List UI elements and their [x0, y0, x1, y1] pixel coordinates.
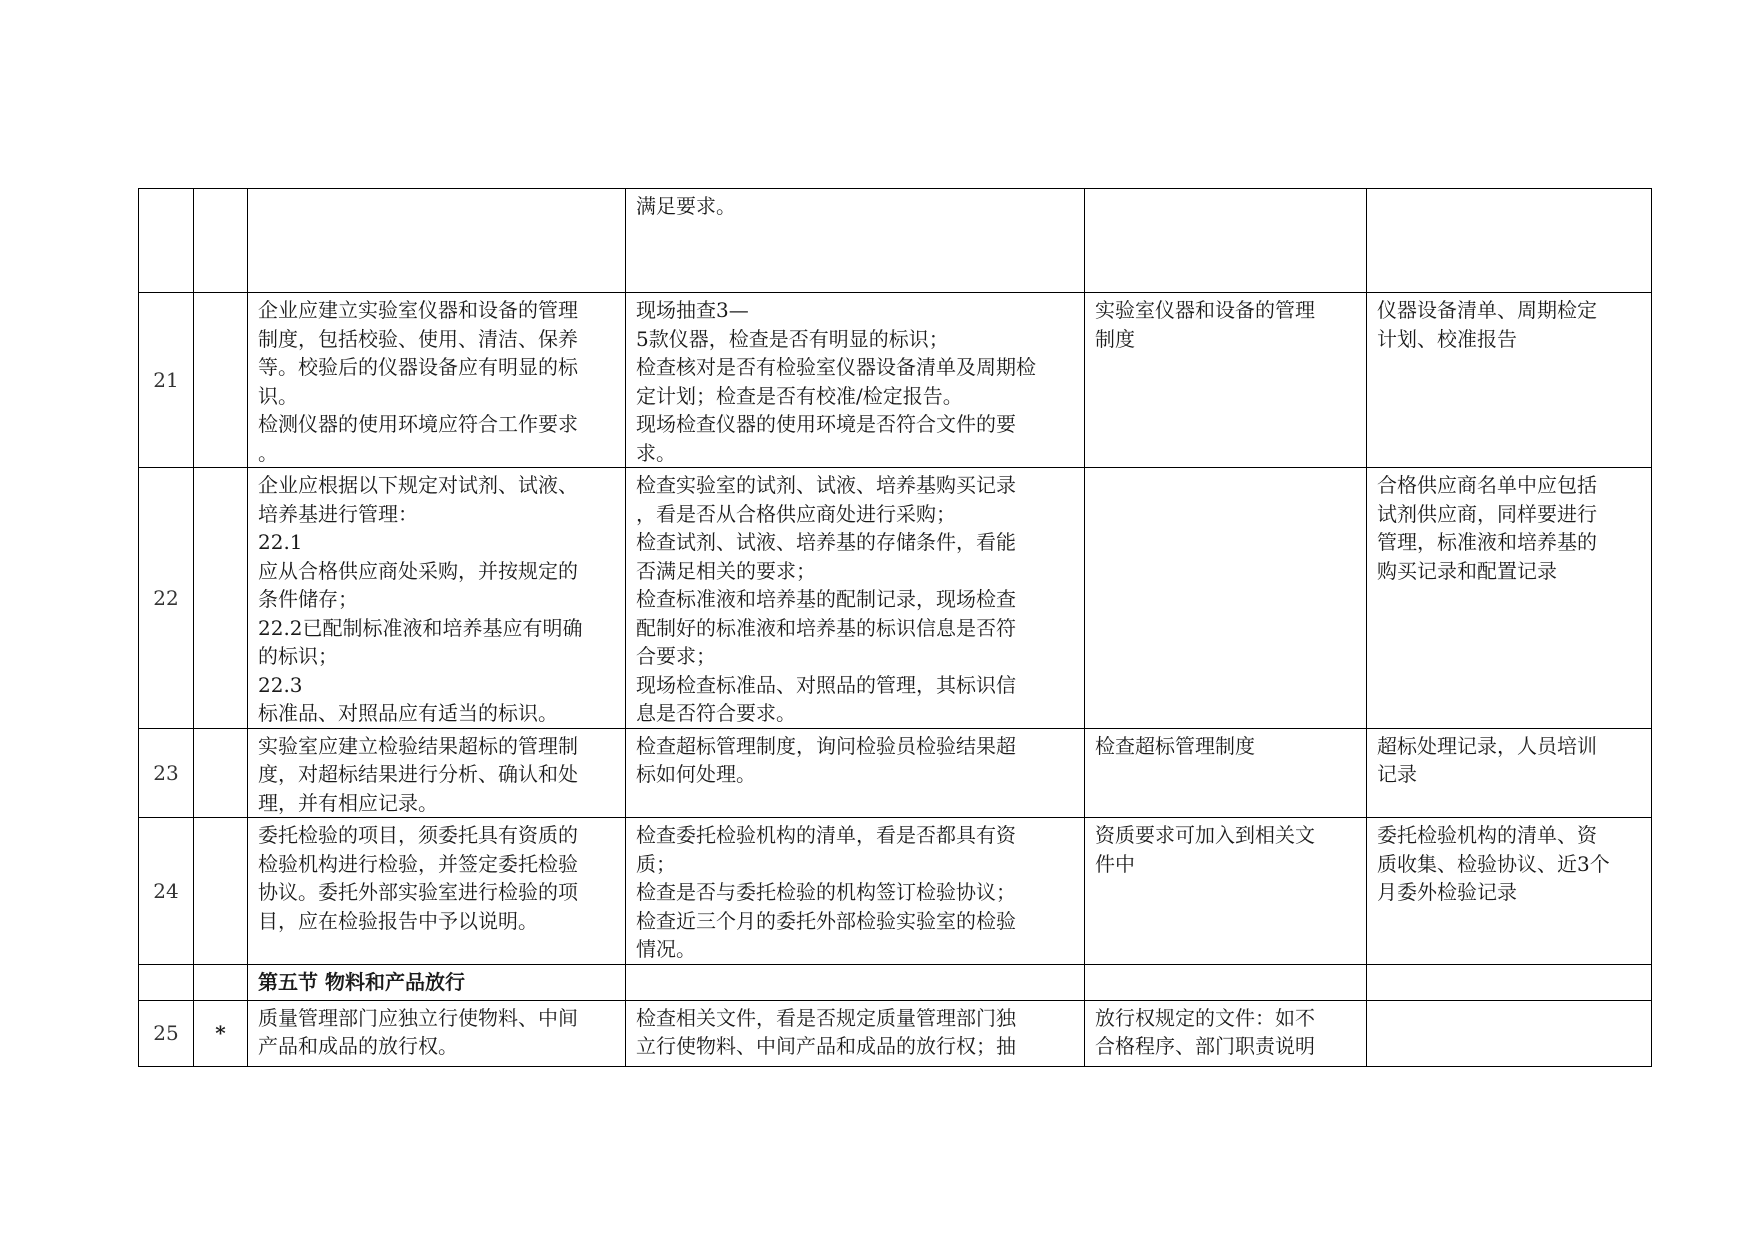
cell-text-line: 检查委托检验机构的清单，看是否都具有资: [636, 823, 1016, 847]
cell-text-line: 度，对超标结果进行分析、确认和处: [258, 762, 578, 786]
key-item-mark: [194, 293, 248, 468]
reference-docs-cell: [1085, 964, 1367, 1000]
cell-text-line: 协议。委托外部实验室进行检验的项: [258, 880, 578, 904]
key-item-mark: [194, 468, 248, 729]
cell-text-line: 标如何处理。: [636, 762, 756, 786]
cell-text-line: 现场检查标准品、对照品的管理，其标识信: [636, 672, 1016, 697]
cell-text-line: 的标识；: [258, 644, 338, 668]
cell-text-line: 等。校验后的仪器设备应有明显的标: [258, 355, 578, 379]
cell-text-line: 检查是否与委托检验的机构签订检验协议；: [636, 880, 1016, 904]
cell-text-line: 制度: [1095, 326, 1135, 351]
requirement-cell: [248, 818, 626, 965]
cell-text-line: 企业应根据以下规定对试剂、试液、: [258, 473, 578, 497]
cell-text-line: 检查近三个月的委托外部检验实验室的检验: [636, 908, 1016, 933]
requirement-cell: [248, 1000, 626, 1066]
key-item-mark: [194, 728, 248, 818]
key-item-asterisk: *: [194, 1000, 248, 1066]
table-row-25: [139, 1000, 1652, 1066]
cell-text-line: 放行权规定的文件：如不: [1095, 1005, 1315, 1030]
cell-text-line: 22.1: [258, 530, 303, 554]
cell-text-line: 标准品、对照品应有适当的标识。: [258, 701, 558, 725]
cell-text-line: 现场检查仪器的使用环境是否符合文件的要: [636, 412, 1016, 436]
row-number: [139, 964, 194, 1000]
cell-text-line: 合格供应商名单中应包括: [1377, 473, 1597, 497]
row-number: 21: [139, 293, 194, 468]
cell-text-line: 委托检验机构的清单、资: [1377, 823, 1597, 847]
cell-text-line: 目，应在检验报告中予以说明。: [258, 908, 538, 933]
cell-text-line: 识。: [258, 383, 298, 408]
requirement-cell: [248, 293, 626, 468]
cell-text-line: ，看是否从合格供应商处进行采购；: [636, 501, 956, 526]
inspection-method-cell: [626, 964, 1085, 1000]
cell-text-line: 月委外检验记录: [1377, 880, 1517, 904]
records-cell: [1367, 964, 1652, 1000]
key-item-mark: [194, 818, 248, 965]
inspection-method-cell: [626, 728, 1085, 818]
cell-text-line: 应从合格供应商处采购，并按规定的: [258, 558, 578, 583]
cell-text-line: 实验室仪器和设备的管理: [1095, 298, 1315, 322]
inspection-method-cell: [626, 189, 1085, 293]
table-row-22: [139, 468, 1652, 729]
inspection-method-cell: [626, 468, 1085, 729]
table-row-24: [139, 818, 1652, 965]
cell-text-line: 检查标准液和培养基的配制记录，现场检查: [636, 587, 1016, 611]
cell-text-line: 培养基进行管理：: [258, 501, 418, 526]
records-cell: [1367, 293, 1652, 468]
inspection-table: [138, 188, 1652, 1067]
cell-text-line: 检验机构进行检验，并签定委托检验: [258, 851, 578, 876]
cell-text-line: 制度，包括校验、使用、清洁、保养: [258, 326, 578, 351]
cell-text-line: 实验室应建立检验结果超标的管理制: [258, 733, 578, 758]
row-number: 25: [139, 1000, 194, 1066]
row-number: 23: [139, 728, 194, 818]
cell-text-line: 检查核对是否有检验室仪器设备清单及周期检: [636, 355, 1036, 379]
reference-docs-cell: [1085, 1000, 1367, 1066]
section-header-row: [139, 964, 1652, 1000]
requirement-cell: [248, 728, 626, 818]
key-item-mark: [194, 964, 248, 1000]
table-row-23: [139, 728, 1652, 818]
cell-text-line: 满足要求。: [636, 194, 736, 218]
cell-text-line: 22.3: [258, 672, 303, 697]
row-number: [139, 189, 194, 293]
table-row-continued: [139, 189, 1652, 293]
cell-text-line: 合要求；: [636, 644, 716, 668]
cell-text-line: 求。: [636, 440, 676, 465]
cell-text-line: 试剂供应商，同样要进行: [1377, 501, 1597, 526]
cell-text-line: 情况。: [636, 937, 696, 961]
cell-text-line: 息是否符合要求。: [636, 701, 796, 725]
cell-text-line: 委托检验的项目，须委托具有资质的: [258, 823, 578, 847]
cell-text-line: 质量管理部门应独立行使物料、中间: [258, 1005, 578, 1030]
records-cell: [1367, 468, 1652, 729]
cell-text-line: 计划、校准报告: [1377, 326, 1517, 351]
reference-docs-cell: [1085, 818, 1367, 965]
cell-text-line: 企业应建立实验室仪器和设备的管理: [258, 298, 578, 322]
cell-text-line: 记录: [1377, 762, 1417, 786]
cell-text-line: 定计划；检查是否有校准/检定报告。: [636, 383, 963, 408]
records-cell: [1367, 818, 1652, 965]
key-item-mark: [194, 189, 248, 293]
cell-text-line: 理，并有相应记录。: [258, 790, 438, 815]
cell-text-line: 检查超标管理制度: [1095, 733, 1255, 758]
records-cell: [1367, 728, 1652, 818]
inspection-method-cell: [626, 1000, 1085, 1066]
records-cell: [1367, 1000, 1652, 1066]
table-row-21: [139, 293, 1652, 468]
cell-text-line: 仪器设备清单、周期检定: [1377, 298, 1597, 322]
requirement-cell: [248, 468, 626, 729]
inspection-method-cell: [626, 293, 1085, 468]
cell-text-line: 配制好的标准液和培养基的标识信息是否符: [636, 615, 1016, 640]
cell-text-line: 否满足相关的要求；: [636, 558, 816, 583]
cell-text-line: 购买记录和配置记录: [1377, 558, 1557, 583]
cell-text-line: 质；: [636, 851, 676, 876]
cell-text-line: 22.2已配制标准液和培养基应有明确: [258, 615, 583, 640]
cell-text-line: 检测仪器的使用环境应符合工作要求: [258, 412, 578, 436]
reference-docs-cell: [1085, 189, 1367, 293]
row-number: 22: [139, 468, 194, 729]
cell-text-line: 资质要求可加入到相关文: [1095, 823, 1315, 847]
cell-text-line: 检查试剂、试液、培养基的存储条件，看能: [636, 530, 1016, 554]
section-title: 第五节 物料和产品放行: [248, 964, 626, 1000]
reference-docs-cell: [1085, 293, 1367, 468]
row-number: 24: [139, 818, 194, 965]
cell-text-line: 检查相关文件，看是否规定质量管理部门独: [636, 1005, 1016, 1030]
cell-text-line: 产品和成品的放行权。: [258, 1034, 458, 1058]
reference-docs-cell: [1085, 728, 1367, 818]
cell-text-line: 立行使物料、中间产品和成品的放行权；抽: [636, 1034, 1016, 1058]
requirement-cell: [248, 189, 626, 293]
cell-text-line: 合格程序、部门职责说明: [1095, 1034, 1315, 1058]
cell-text-line: 检查实验室的试剂、试液、培养基购买记录: [636, 473, 1016, 497]
cell-text-line: 管理，标准液和培养基的: [1377, 530, 1597, 554]
cell-text-line: 质收集、检验协议、近3个: [1377, 851, 1610, 876]
cell-text-line: 。: [258, 440, 278, 465]
reference-docs-cell: [1085, 468, 1367, 729]
cell-text-line: 超标处理记录，人员培训: [1377, 733, 1597, 758]
cell-text-line: 条件储存；: [258, 587, 358, 611]
cell-text-line: 检查超标管理制度，询问检验员检验结果超: [636, 733, 1016, 758]
cell-text-line: 5款仪器，检查是否有明显的标识；: [636, 326, 949, 351]
cell-text-line: 现场抽查3—: [636, 298, 749, 322]
records-cell: [1367, 189, 1652, 293]
inspection-method-cell: [626, 818, 1085, 965]
cell-text-line: 件中: [1095, 851, 1135, 876]
